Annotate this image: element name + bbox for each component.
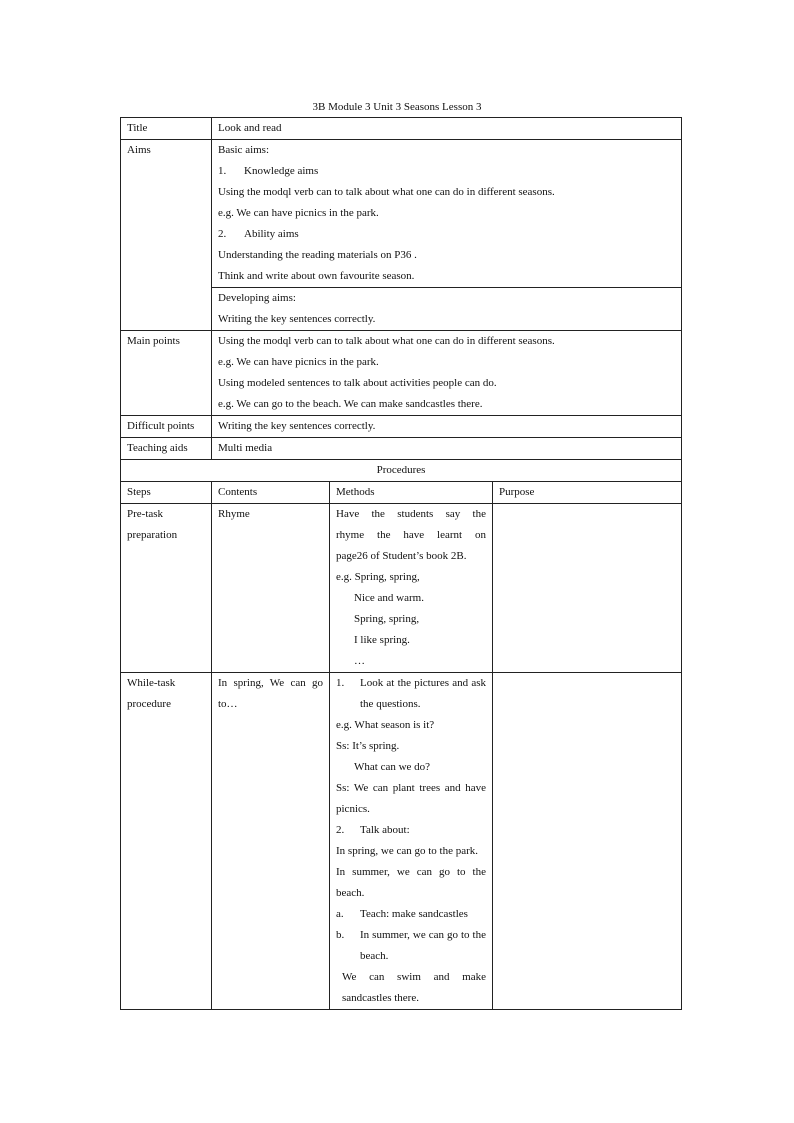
column-header-methods: Methods xyxy=(330,482,493,504)
ability-aims-item xyxy=(218,224,675,245)
pre-task-method-line7: I like spring. xyxy=(354,634,410,646)
column-header-contents: Contents xyxy=(212,482,330,504)
pre-task-method-line8: … xyxy=(354,655,365,667)
title-label: Title xyxy=(121,118,212,140)
while-task-method-line5: Ss: We can plant trees and have picnics. xyxy=(336,782,486,815)
while-task-method-1-number: 1. xyxy=(336,677,345,689)
aims-row-basic xyxy=(121,140,682,288)
while-task-method-line11: We can swim and make sandcastles there. xyxy=(342,971,486,1004)
column-header-steps: Steps xyxy=(121,482,212,504)
difficult-points-row xyxy=(121,416,682,438)
ability-aims-number: 2. xyxy=(218,228,227,240)
title-value: Look and read xyxy=(212,118,682,140)
while-task-method-1 xyxy=(336,673,486,715)
pre-task-methods xyxy=(330,504,493,673)
pre-task-method-line5: Nice and warm. xyxy=(354,592,424,604)
while-task-method-2-number: 2. xyxy=(336,824,345,836)
main-points-label: Main points xyxy=(121,331,212,416)
while-task-step-line1: While-task xyxy=(127,677,176,689)
pre-task-method-line3: page26 of Student’s book 2B. xyxy=(336,550,467,562)
basic-aims-cell xyxy=(212,140,682,288)
while-task-step-line2: procedure xyxy=(127,698,171,710)
while-task-method-b-text: In summer, we can go to the beach. xyxy=(360,929,486,962)
pre-task-purpose xyxy=(493,504,682,673)
while-task-method-b-letter: b. xyxy=(336,929,345,941)
while-task-method-a-text: Teach: make sandcastles xyxy=(360,908,468,920)
while-task-method-line8: In summer, we can go to the beach. xyxy=(336,866,486,899)
pre-task-step xyxy=(121,504,212,673)
ability-aims-line2: Think and write about own favourite season. xyxy=(218,270,415,282)
while-task-method-a-letter: a. xyxy=(336,908,344,920)
developing-aims-line1: Writing the key sentences correctly. xyxy=(218,313,376,325)
teaching-aids-label: Teaching aids xyxy=(121,438,212,460)
pre-task-method-line1: Have the students say the xyxy=(336,508,486,520)
while-task-content xyxy=(212,673,330,1010)
pre-task-method-line2: rhyme the have learnt on xyxy=(336,529,486,541)
while-task-method-2 xyxy=(336,820,486,841)
pre-task-content: Rhyme xyxy=(212,504,330,673)
main-points-line3: Using modeled sentences to talk about activities people can do. xyxy=(218,377,497,389)
while-task-content-line2: to… xyxy=(218,698,238,710)
knowledge-aims-number: 1. xyxy=(218,165,227,177)
while-task-method-line2: e.g. What season is it? xyxy=(336,719,435,731)
basic-aims-heading: Basic aims: xyxy=(218,144,270,156)
while-task-methods xyxy=(330,673,493,1010)
knowledge-aims-line2: e.g. We can have picnics in the park. xyxy=(218,207,379,219)
developing-aims-heading: Developing aims: xyxy=(218,292,296,304)
knowledge-aims-line1: Using the modql verb can to talk about what one can do in different seasons. xyxy=(218,186,555,198)
ability-aims-label: Ability aims xyxy=(244,228,299,240)
teaching-aids-row xyxy=(121,438,682,460)
main-points-row xyxy=(121,331,682,416)
pre-task-step-line1: Pre-task xyxy=(127,508,164,520)
while-task-method-line4: What can we do? xyxy=(354,761,431,773)
procedures-heading-row xyxy=(121,460,682,482)
title-row xyxy=(121,118,682,140)
document-title: 3B Module 3 Unit 3 Seasons Lesson 3 xyxy=(312,101,482,113)
pre-task-step-line2: preparation xyxy=(127,529,178,541)
developing-aims-cell xyxy=(212,288,682,331)
pre-task-method-line6: Spring, spring, xyxy=(354,613,420,625)
aims-label: Aims xyxy=(121,140,212,331)
lesson-plan-table xyxy=(120,117,682,1010)
while-task-purpose xyxy=(493,673,682,1010)
while-task-method-a xyxy=(336,904,486,925)
while-task-method-b xyxy=(336,925,486,967)
while-task-step xyxy=(121,673,212,1010)
main-points-line4: e.g. We can go to the beach. We can make sandcastles there. xyxy=(218,398,483,410)
while-task-method-2-text: Talk about: xyxy=(360,824,410,836)
main-points-line2: e.g. We can have picnics in the park. xyxy=(218,356,379,368)
pre-task-row xyxy=(121,504,682,673)
while-task-method-1-text: Look at the pictures and ask the questions. xyxy=(360,677,486,710)
knowledge-aims-label: Knowledge aims xyxy=(244,165,319,177)
teaching-aids-value: Multi media xyxy=(212,438,682,460)
difficult-points-value: Writing the key sentences correctly. xyxy=(212,416,682,438)
while-task-row xyxy=(121,673,682,1010)
procedures-columns-row xyxy=(121,482,682,504)
procedures-heading: Procedures xyxy=(121,460,682,482)
ability-aims-line1: Understanding the reading materials on P36 . xyxy=(218,249,417,261)
pre-task-method-line4: e.g. Spring, spring, xyxy=(336,571,420,583)
while-task-method-line7: In spring, we can go to the park. xyxy=(336,845,479,857)
column-header-purpose: Purpose xyxy=(493,482,682,504)
main-points-line1: Using the modql verb can to talk about what one can do in different seasons. xyxy=(218,335,555,347)
difficult-points-label: Difficult points xyxy=(121,416,212,438)
main-points-cell xyxy=(212,331,682,416)
while-task-content-line1: In spring, We can go xyxy=(218,677,323,689)
while-task-method-line3: Ss: It’s spring. xyxy=(336,740,400,752)
knowledge-aims-item xyxy=(218,161,675,182)
